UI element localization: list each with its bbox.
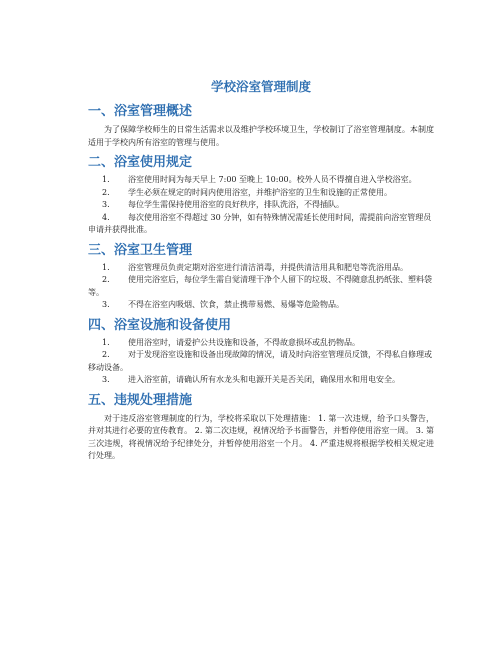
item-number: 1. [102, 262, 110, 272]
item-number: 1. [102, 337, 110, 347]
item-text: 使用浴室时，请爱护公共设施和设备，不得故意损坏或乱扔物品。 [128, 337, 360, 347]
document-page [88, 78, 434, 467]
item-number: 3. [102, 200, 110, 209]
item-text: 使用完浴室后，每位学生需自觉清理干净个人留下的垃圾、不得随意乱扔纸张、塑料袋等。 [88, 275, 432, 297]
section-paragraph: 对于违反浴室管理制度的行为，学校将采取以下处理措施： 1. 第一次违规，给予口头警告，并对其进行必要的宣传教育。 2. 第二次违规，视情况给予书面警告，并暂停使用浴室一周。 3. 第三次违规，将视情况给予纪律处分，并暂停使用浴室一个月。 4. 严重违规将根据学校相关规定进行处理。 [88, 413, 434, 460]
section-heading: 五、违规处理措施 [88, 392, 193, 408]
list-item [88, 337, 434, 350]
item-text: 浴室管理员负责定期对浴室进行清洁消毒，并提供清洁用具和肥皂等洗浴用品。 [128, 262, 408, 272]
section-heading: 四、浴室设施和设备使用 [88, 317, 232, 333]
item-number: 2. [102, 350, 110, 359]
list-item [88, 174, 434, 187]
section-usage-rules [88, 153, 434, 237]
item-number: 2. [102, 275, 110, 284]
section-overview [88, 102, 434, 149]
section-paragraph: 为了保障学校师生的日常生活需求以及维护学校环境卫生，学校制订了浴室管理制度。本制度适用于学校内所有浴室的管理与使用。 [88, 125, 434, 147]
item-text: 学生必须在规定的时间内使用浴室，并维护浴室的卫生和设施的正常使用。 [128, 187, 392, 197]
section-heading: 一、浴室管理概述 [88, 104, 193, 119]
rule-list [88, 337, 434, 387]
rule-list [88, 262, 434, 312]
item-text: 每位学生需保持使用浴室的良好秩序，排队洗浴，不得插队。 [128, 200, 344, 209]
list-item [88, 199, 434, 212]
list-item [88, 374, 434, 387]
list-item [88, 299, 434, 312]
item-number: 3. [102, 375, 110, 384]
item-text: 对于发现浴室设施和设备出现故障的情况，请及时向浴室管理员反馈，不得私自修理或移动设备。 [88, 350, 432, 372]
list-item [88, 187, 434, 200]
section-facilities [88, 316, 434, 387]
item-text: 进入浴室前，请确认所有水龙头和电源开关是否关闭，确保用水和用电安全。 [128, 375, 400, 384]
list-item [88, 274, 434, 299]
rule-list [88, 174, 434, 237]
document-title: 学校浴室管理制度 [210, 79, 311, 94]
section-hygiene [88, 241, 434, 312]
item-number: 1. [102, 175, 110, 184]
item-text: 浴室使用时间为每天早上 7:00 至晚上 10:00。校外人员不得擅自进入学校浴室。 [128, 175, 417, 184]
section-heading: 三、浴室卫生管理 [88, 242, 193, 258]
item-number: 2. [102, 187, 110, 197]
item-text: 每次使用浴室不得超过 30 分钟，如有特殊情况需延长使用时间，需提前向浴室管理员申请并获得批准。 [88, 212, 432, 234]
item-text: 不得在浴室内吸烟、饮食，禁止携带易燃、易爆等危险物品。 [128, 300, 344, 309]
item-number: 3. [102, 300, 110, 309]
section-violations [88, 391, 434, 463]
item-number: 4. [102, 212, 110, 222]
list-item [88, 349, 434, 374]
list-item [88, 262, 434, 275]
section-heading: 二、浴室使用规定 [88, 155, 193, 170]
list-item [88, 212, 434, 237]
